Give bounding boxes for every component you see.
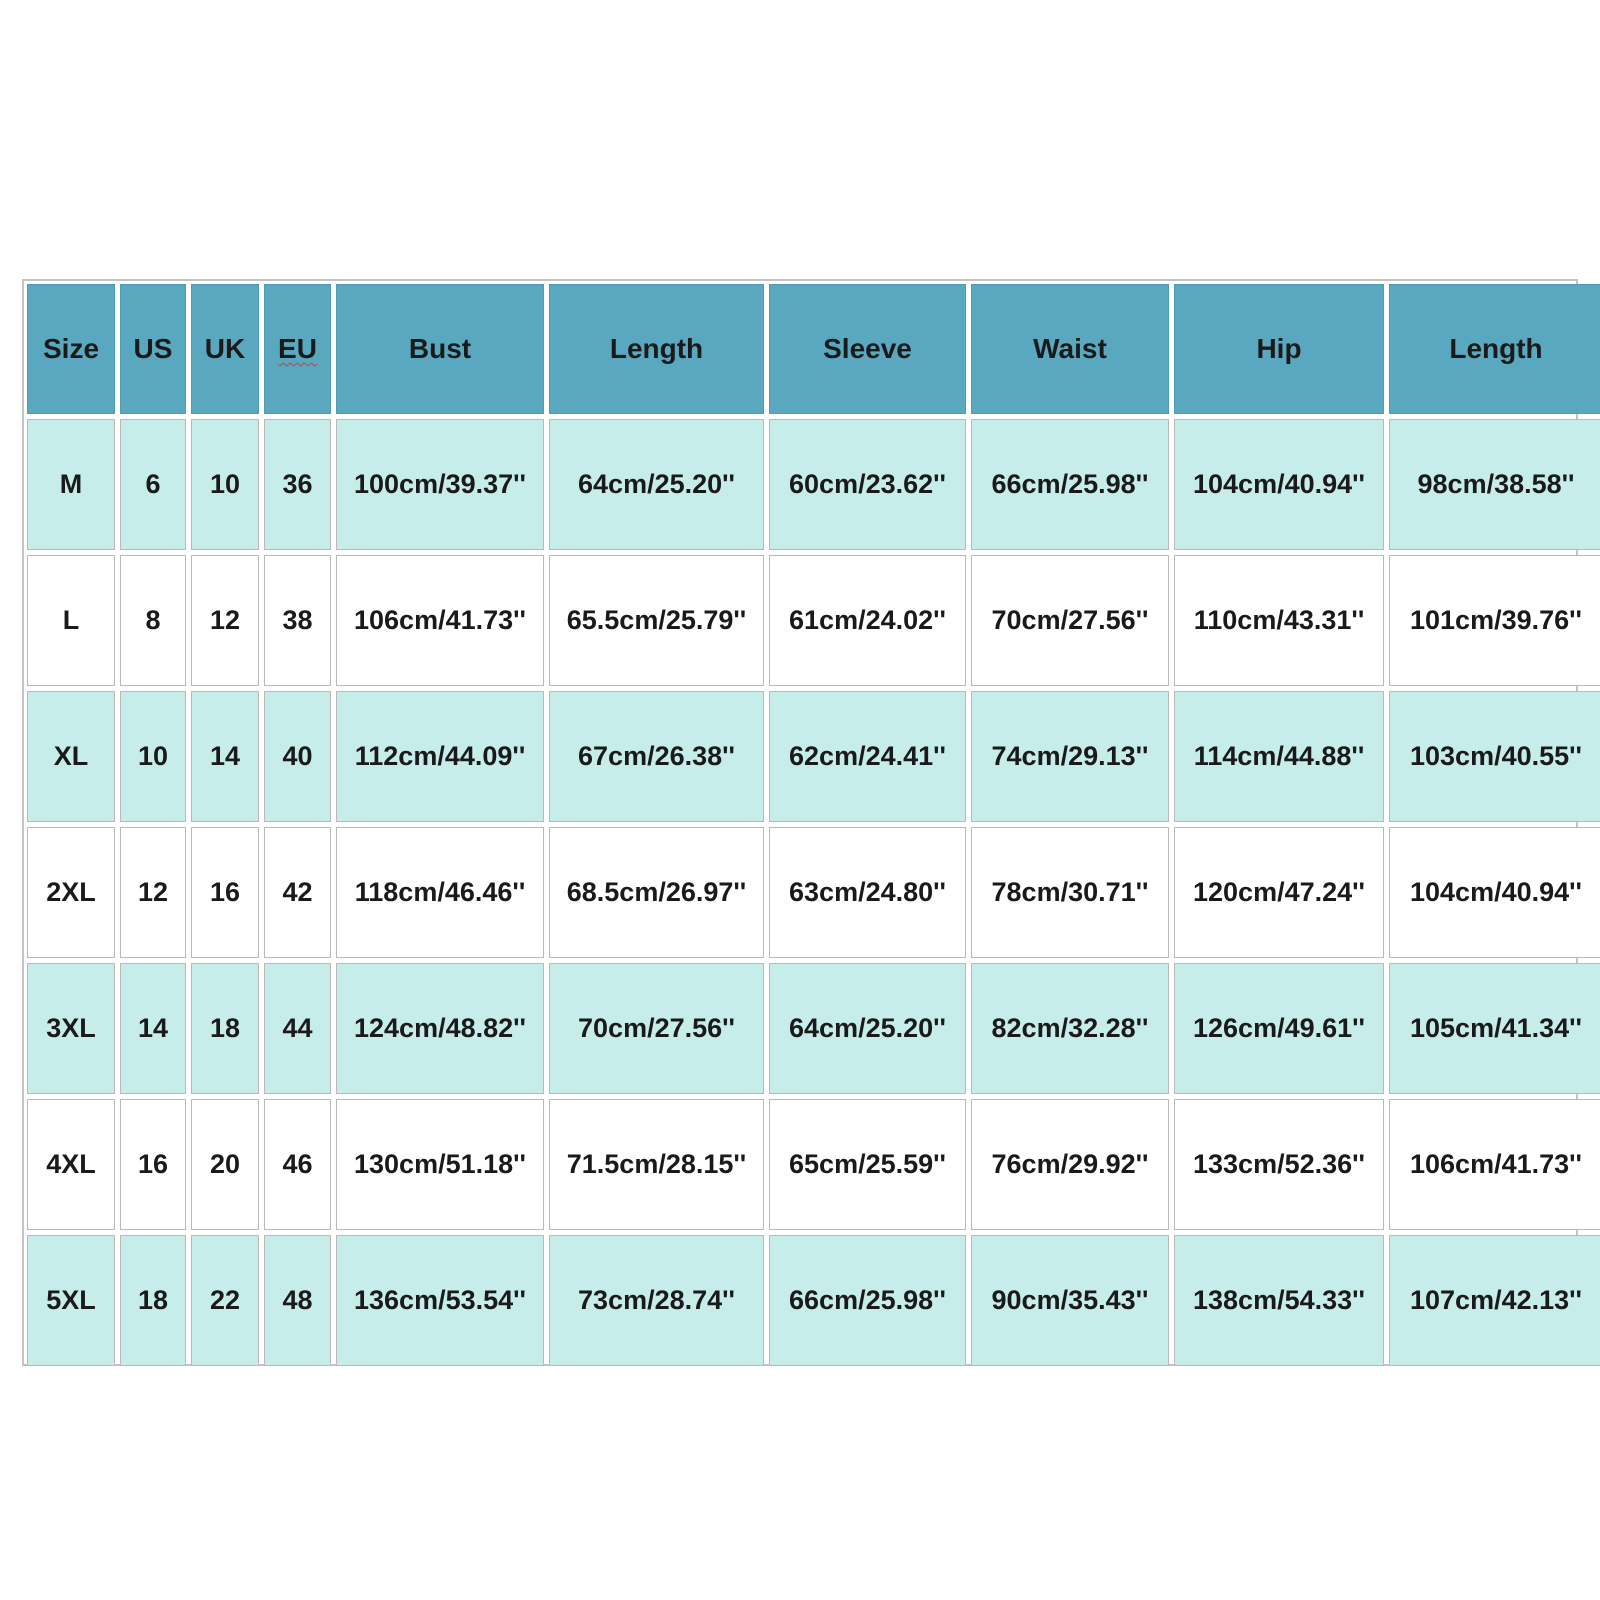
header-eu bbox=[264, 284, 331, 414]
cell-sleeve: 65cm/25.59'' bbox=[769, 1099, 966, 1230]
cell-hip: 110cm/43.31'' bbox=[1174, 555, 1384, 686]
cell-eu: 48 bbox=[264, 1235, 331, 1366]
cell-sleeve: 66cm/25.98'' bbox=[769, 1235, 966, 1366]
header-row bbox=[27, 284, 1600, 414]
cell-sleeve: 60cm/23.62'' bbox=[769, 419, 966, 550]
table-row bbox=[27, 827, 1600, 958]
cell-hip: 138cm/54.33'' bbox=[1174, 1235, 1384, 1366]
cell-uk: 18 bbox=[191, 963, 259, 1094]
header-sleeve: Sleeve bbox=[769, 284, 966, 414]
cell-length-2: 104cm/40.94'' bbox=[1389, 827, 1600, 958]
cell-length-2: 105cm/41.34'' bbox=[1389, 963, 1600, 1094]
table-row bbox=[27, 691, 1600, 822]
cell-length: 71.5cm/28.15'' bbox=[549, 1099, 764, 1230]
table-row bbox=[27, 963, 1600, 1094]
cell-length: 68.5cm/26.97'' bbox=[549, 827, 764, 958]
cell-us: 18 bbox=[120, 1235, 186, 1366]
cell-uk: 16 bbox=[191, 827, 259, 958]
cell-length: 67cm/26.38'' bbox=[549, 691, 764, 822]
cell-size: 4XL bbox=[27, 1099, 115, 1230]
cell-size: M bbox=[27, 419, 115, 550]
cell-sleeve: 61cm/24.02'' bbox=[769, 555, 966, 686]
size-chart-table bbox=[22, 279, 1600, 1371]
cell-waist: 74cm/29.13'' bbox=[971, 691, 1169, 822]
cell-hip: 126cm/49.61'' bbox=[1174, 963, 1384, 1094]
cell-length: 64cm/25.20'' bbox=[549, 419, 764, 550]
cell-bust: 136cm/53.54'' bbox=[336, 1235, 544, 1366]
cell-us: 16 bbox=[120, 1099, 186, 1230]
cell-hip: 114cm/44.88'' bbox=[1174, 691, 1384, 822]
cell-length-2: 106cm/41.73'' bbox=[1389, 1099, 1600, 1230]
cell-hip: 133cm/52.36'' bbox=[1174, 1099, 1384, 1230]
header-hip: Hip bbox=[1174, 284, 1384, 414]
cell-length-2: 101cm/39.76'' bbox=[1389, 555, 1600, 686]
cell-size: 5XL bbox=[27, 1235, 115, 1366]
cell-eu: 46 bbox=[264, 1099, 331, 1230]
cell-size: 3XL bbox=[27, 963, 115, 1094]
cell-us: 12 bbox=[120, 827, 186, 958]
table-row bbox=[27, 419, 1600, 550]
header-us: US bbox=[120, 284, 186, 414]
header-uk: UK bbox=[191, 284, 259, 414]
cell-bust: 124cm/48.82'' bbox=[336, 963, 544, 1094]
cell-uk: 12 bbox=[191, 555, 259, 686]
table-row bbox=[27, 1099, 1600, 1230]
table-row bbox=[27, 1235, 1600, 1366]
cell-sleeve: 64cm/25.20'' bbox=[769, 963, 966, 1094]
header-length-2: Length bbox=[1389, 284, 1600, 414]
cell-eu: 38 bbox=[264, 555, 331, 686]
cell-us: 8 bbox=[120, 555, 186, 686]
cell-length: 73cm/28.74'' bbox=[549, 1235, 764, 1366]
cell-bust: 118cm/46.46'' bbox=[336, 827, 544, 958]
header-eu-label: EU bbox=[278, 333, 317, 364]
cell-length-2: 103cm/40.55'' bbox=[1389, 691, 1600, 822]
cell-sleeve: 63cm/24.80'' bbox=[769, 827, 966, 958]
cell-eu: 42 bbox=[264, 827, 331, 958]
cell-uk: 10 bbox=[191, 419, 259, 550]
size-chart-frame bbox=[22, 279, 1582, 1366]
cell-eu: 44 bbox=[264, 963, 331, 1094]
cell-length-2: 98cm/38.58'' bbox=[1389, 419, 1600, 550]
header-bust: Bust bbox=[336, 284, 544, 414]
cell-size: L bbox=[27, 555, 115, 686]
cell-length: 70cm/27.56'' bbox=[549, 963, 764, 1094]
cell-size: XL bbox=[27, 691, 115, 822]
cell-us: 10 bbox=[120, 691, 186, 822]
cell-waist: 90cm/35.43'' bbox=[971, 1235, 1169, 1366]
cell-length-2: 107cm/42.13'' bbox=[1389, 1235, 1600, 1366]
cell-waist: 78cm/30.71'' bbox=[971, 827, 1169, 958]
cell-uk: 20 bbox=[191, 1099, 259, 1230]
cell-size: 2XL bbox=[27, 827, 115, 958]
cell-eu: 36 bbox=[264, 419, 331, 550]
cell-length: 65.5cm/25.79'' bbox=[549, 555, 764, 686]
cell-waist: 82cm/32.28'' bbox=[971, 963, 1169, 1094]
cell-bust: 100cm/39.37'' bbox=[336, 419, 544, 550]
cell-eu: 40 bbox=[264, 691, 331, 822]
cell-hip: 120cm/47.24'' bbox=[1174, 827, 1384, 958]
cell-bust: 112cm/44.09'' bbox=[336, 691, 544, 822]
header-length: Length bbox=[549, 284, 764, 414]
cell-hip: 104cm/40.94'' bbox=[1174, 419, 1384, 550]
cell-waist: 70cm/27.56'' bbox=[971, 555, 1169, 686]
table-row bbox=[27, 555, 1600, 686]
cell-bust: 106cm/41.73'' bbox=[336, 555, 544, 686]
header-size: Size bbox=[27, 284, 115, 414]
header-waist: Waist bbox=[971, 284, 1169, 414]
cell-waist: 76cm/29.92'' bbox=[971, 1099, 1169, 1230]
cell-uk: 14 bbox=[191, 691, 259, 822]
cell-us: 6 bbox=[120, 419, 186, 550]
cell-sleeve: 62cm/24.41'' bbox=[769, 691, 966, 822]
cell-bust: 130cm/51.18'' bbox=[336, 1099, 544, 1230]
cell-uk: 22 bbox=[191, 1235, 259, 1366]
cell-waist: 66cm/25.98'' bbox=[971, 419, 1169, 550]
cell-us: 14 bbox=[120, 963, 186, 1094]
